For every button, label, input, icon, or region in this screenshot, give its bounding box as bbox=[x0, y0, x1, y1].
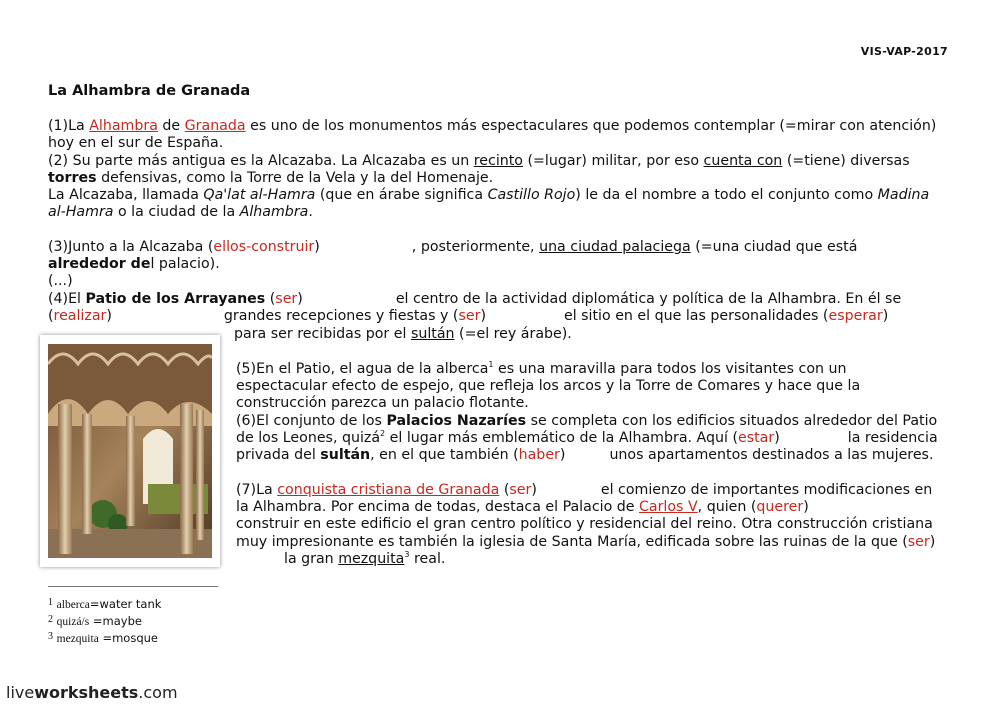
paragraph-6-line-2: de los Leones, quizá$^2$ el lugar más emblemático de la Alhambra. Aquí (estar) la residencia bbox=[236, 429, 938, 446]
paragraph-2-line-2: torres defensivas, como la Torre de la Vela y la del Homenaje. bbox=[48, 170, 494, 186]
footnote-2: 2 quizá/s =maybe bbox=[48, 614, 142, 628]
paragraph-7-line-1: (7)La conquista cristiana de Granada (ser) el comienzo de importantes modificaciones en bbox=[236, 482, 933, 498]
paragraph-3-line-1: (3)Junto a la Alcazaba (ellos-construir) , posteriormente, una ciudad palaciega (=una ciudad que está bbox=[48, 239, 858, 255]
verb-cue-esperar: esperar bbox=[828, 308, 883, 324]
verb-cue-estar: estar bbox=[738, 430, 775, 446]
paragraph-4-line-2: (realizar) grandes recepciones y fiestas y (ser) el sitio en el que las personalidades (esperar) bbox=[48, 308, 889, 324]
paragraph-4-line-1: (4)El Patio de los Arrayanes (ser) el centro de la actividad diplomática y política de la Alhambra. En él se bbox=[48, 291, 902, 307]
link-carlos-v[interactable]: Carlos V bbox=[639, 499, 698, 515]
paragraph-7-line-3: construir en este edificio el gran centro político y residencial del reino. Otra construcción cristiana bbox=[236, 516, 933, 532]
paragraph-6-line-3: privada del sultán, en el que también (haber) unos apartamentos destinados a las mujeres. bbox=[236, 447, 934, 463]
paragraph-5-line-3: construcción parezca un palacio flotante. bbox=[236, 395, 529, 411]
paragraph-5-line-1: (5)En el Patio, el agua de la alberca$^1$ es una maravilla para todos los visitantes con un bbox=[236, 360, 847, 377]
link-granada[interactable]: Granada bbox=[184, 118, 246, 134]
footnote-divider bbox=[48, 586, 218, 587]
footnote-3: 3 mezquita =mosque bbox=[48, 631, 158, 645]
verb-cue-ser: ser bbox=[509, 482, 532, 498]
paragraph-6-line-1: (6)El conjunto de los Palacios Nazaríes se completa con los edificios situados alrededor del Patio bbox=[236, 413, 938, 429]
paragraph-3-ellipsis: (...) bbox=[48, 273, 73, 289]
photo-frame bbox=[40, 335, 220, 567]
paragraph-5-line-2: espectacular efecto de espejo, que refleja los arcos y la Torre de Comares y hace que la bbox=[236, 378, 861, 394]
verb-cue-ser: ser bbox=[275, 291, 298, 307]
paragraph-4-line-3: para ser recibidas por el sultán (=el rey árabe). bbox=[234, 326, 572, 342]
paragraph-3-line-2: alrededor del palacio). bbox=[48, 256, 220, 272]
paragraph-2-line-3: La Alcazaba, llamada Qa'lat al-Hamra (que en árabe significa Castillo Rojo) le da el nombre a todo el conjunto como Madina bbox=[48, 187, 930, 203]
paragraph-1-line-1: (1)La Alhambra de Granada es uno de los monumentos más espectaculares que podemos contemplar (=mirar con atención) bbox=[48, 118, 937, 134]
paragraph-1-line-2: hoy en el sur de España. bbox=[48, 135, 224, 151]
paragraph-7-line-5: la gran mezquita$^3$ real. bbox=[284, 550, 446, 567]
verb-cue-construir: ellos-construir bbox=[213, 239, 315, 255]
verb-cue-realizar: realizar bbox=[53, 308, 107, 324]
paragraph-2-line-4: al-Hamra o la ciudad de la Alhambra. bbox=[48, 204, 313, 220]
liveworksheets-logo[interactable]: liveworksheets.com bbox=[6, 683, 178, 702]
verb-cue-haber: haber bbox=[518, 447, 560, 463]
footnote-1: 1 alberca=water tank bbox=[48, 597, 162, 611]
verb-cue-querer: querer bbox=[756, 499, 804, 515]
paragraph-7-line-4: muy impresionante es también la iglesia de Santa María, edificada sobre las ruinas de la que (ser) bbox=[236, 534, 936, 550]
worksheet-code: VIS-VAP-2017 bbox=[860, 45, 948, 58]
paragraph-2-line-1: (2) Su parte más antigua es la Alcazaba. La Alcazaba es un recinto (=lugar) militar, por eso cuenta con (=tiene) diversas bbox=[48, 153, 910, 169]
page-title: La Alhambra de Granada bbox=[48, 83, 251, 99]
link-conquista-cristiana[interactable]: conquista cristiana de Granada bbox=[277, 482, 500, 498]
verb-cue-ser: ser bbox=[907, 534, 930, 550]
verb-cue-ser: ser bbox=[458, 308, 481, 324]
patio-de-los-leones-photo bbox=[48, 344, 212, 558]
link-alhambra[interactable]: Alhambra bbox=[89, 118, 158, 134]
paragraph-7-line-2: la Alhambra. Por encima de todas, destaca el Palacio de Carlos V, quien (querer) bbox=[236, 499, 809, 515]
